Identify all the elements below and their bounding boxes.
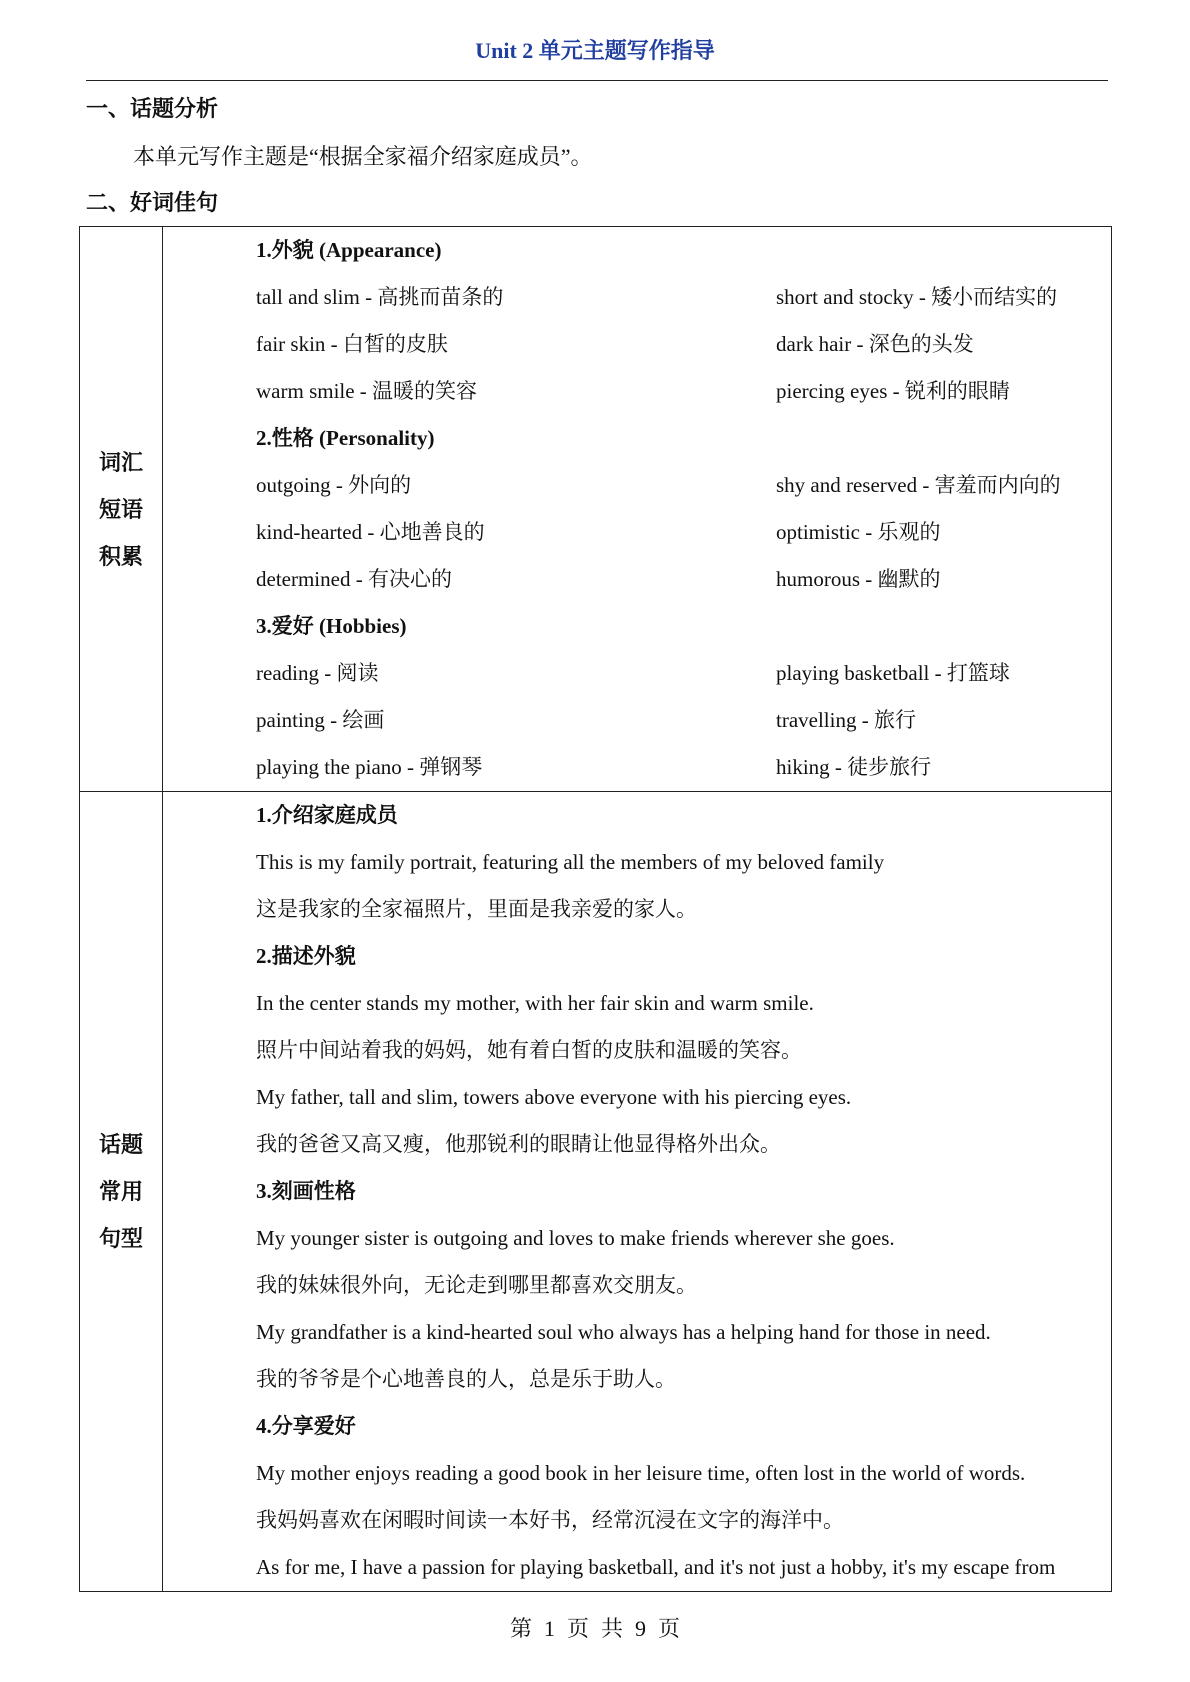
vocab-row-item [256,556,1111,603]
section-heading-words: 二、好词佳句 [86,190,219,215]
sentence-line: My mother enjoys reading a good book in her leisure time, often lost in the world of words. [256,1461,1026,1485]
vocab-term: painting - 绘画 [256,708,385,732]
vocab-term: piercing eyes - 锐利的眼睛 [776,379,1010,403]
sentence-group-title: 3.刻画性格 [256,1179,356,1203]
vocab-term: warm smile - 温暖的笑容 [256,379,478,403]
sentence-line: My grandfather is a kind-hearted soul who always has a helping hand for those in need. [256,1320,991,1344]
vocab-term: optimistic - 乐观的 [776,520,941,544]
vocab-group-title: 2.性格 (Personality) [256,426,435,450]
sentence-line: My younger sister is outgoing and loves to make friends wherever she goes. [256,1226,895,1250]
content-table [79,226,1112,1592]
vocab-label-line: 短语 [98,496,143,522]
vocab-row [80,227,1112,792]
vocab-label [80,227,163,792]
header-divider [86,80,1108,81]
sentence-row [80,792,1112,1592]
sentence-content [163,792,1112,1592]
vocab-term: playing basketball - 打篮球 [776,661,1010,685]
sentence-line: 我妈妈喜欢在闲暇时间读一本好书，经常沉浸在文字的海洋中。 [256,1508,844,1532]
vocab-row-item [256,368,1111,415]
vocab-term: humorous - 幽默的 [776,567,941,591]
footer-total-pages: 9 [635,1616,647,1641]
vocab-label-line: 词汇 [98,449,143,475]
vocab-content [163,227,1112,792]
vocab-row-item [256,697,1111,744]
sentence-group-title: 4.分享爱好 [256,1414,356,1438]
sentence-line: In the center stands my mother, with her fair skin and warm smile. [256,991,814,1015]
sentence-line: 我的爷爷是个心地善良的人，总是乐于助人。 [256,1367,676,1391]
vocab-term: reading - 阅读 [256,661,379,685]
vocab-row-item [256,650,1111,697]
vocab-row-item [256,509,1111,556]
vocab-term: shy and reserved - 害羞而内向的 [776,473,1061,497]
vocab-row-item [256,744,1111,791]
vocab-term: outgoing - 外向的 [256,473,412,497]
vocab-label-line: 积累 [98,543,143,569]
sentence-line: My father, tall and slim, towers above everyone with his piercing eyes. [256,1085,852,1109]
sentence-label-line: 常用 [98,1179,143,1204]
vocab-term: fair skin - 白皙的皮肤 [256,332,448,356]
sentence-label-line: 句型 [98,1226,143,1251]
sentence-group-title: 2.描述外貌 [256,944,356,968]
vocab-term: travelling - 旅行 [776,708,916,732]
vocab-term: hiking - 徒步旅行 [776,755,932,779]
sentence-line: As for me, I have a passion for playing basketball, and it's not just a hobby, it's my escape from [256,1555,1056,1579]
vocab-term: dark hair - 深色的头发 [776,332,974,356]
footer-part: 页 [566,1616,589,1641]
page-title: Unit 2 单元主题写作指导 [475,38,715,63]
vocab-row-item [256,462,1111,509]
sentence-line: 这是我家的全家福照片，里面是我亲爱的家人。 [256,897,697,921]
sentence-group-title: 1.介绍家庭成员 [256,803,398,827]
vocab-term: short and stocky - 矮小而结实的 [776,285,1058,309]
vocab-row-item [256,321,1111,368]
sentence-label [80,792,163,1592]
sentence-line: 我的妹妹很外向，无论走到哪里都喜欢交朋友。 [256,1273,697,1297]
footer-page-number: 1 [543,1616,555,1641]
sentence-label-line: 话题 [98,1132,143,1157]
vocab-term: kind-hearted - 心地善良的 [256,520,485,544]
sentence-line: 照片中间站着我的妈妈，她有着白皙的皮肤和温暖的笑容。 [256,1038,802,1062]
footer-part: 共 [601,1616,624,1641]
sentence-line: This is my family portrait, featuring all the members of my beloved family [256,850,885,874]
vocab-term: determined - 有决心的 [256,567,452,591]
page-footer [0,1612,1190,1643]
section-heading-topic: 一、话题分析 [86,96,219,121]
vocab-term: tall and slim - 高挑而苗条的 [256,285,504,309]
vocab-term: playing the piano - 弹钢琴 [256,755,483,779]
footer-part: 页 [658,1616,681,1641]
vocab-group-title: 3.爱好 (Hobbies) [256,614,407,638]
vocab-group-title: 1.外貌 (Appearance) [256,238,442,262]
sentence-line: 我的爸爸又高又瘦，他那锐利的眼睛让他显得格外出众。 [256,1132,781,1156]
footer-part: 第 [509,1616,532,1641]
vocab-row-item [256,274,1111,321]
topic-intro: 本单元写作主题是“根据全家福介绍家庭成员”。 [133,144,593,169]
